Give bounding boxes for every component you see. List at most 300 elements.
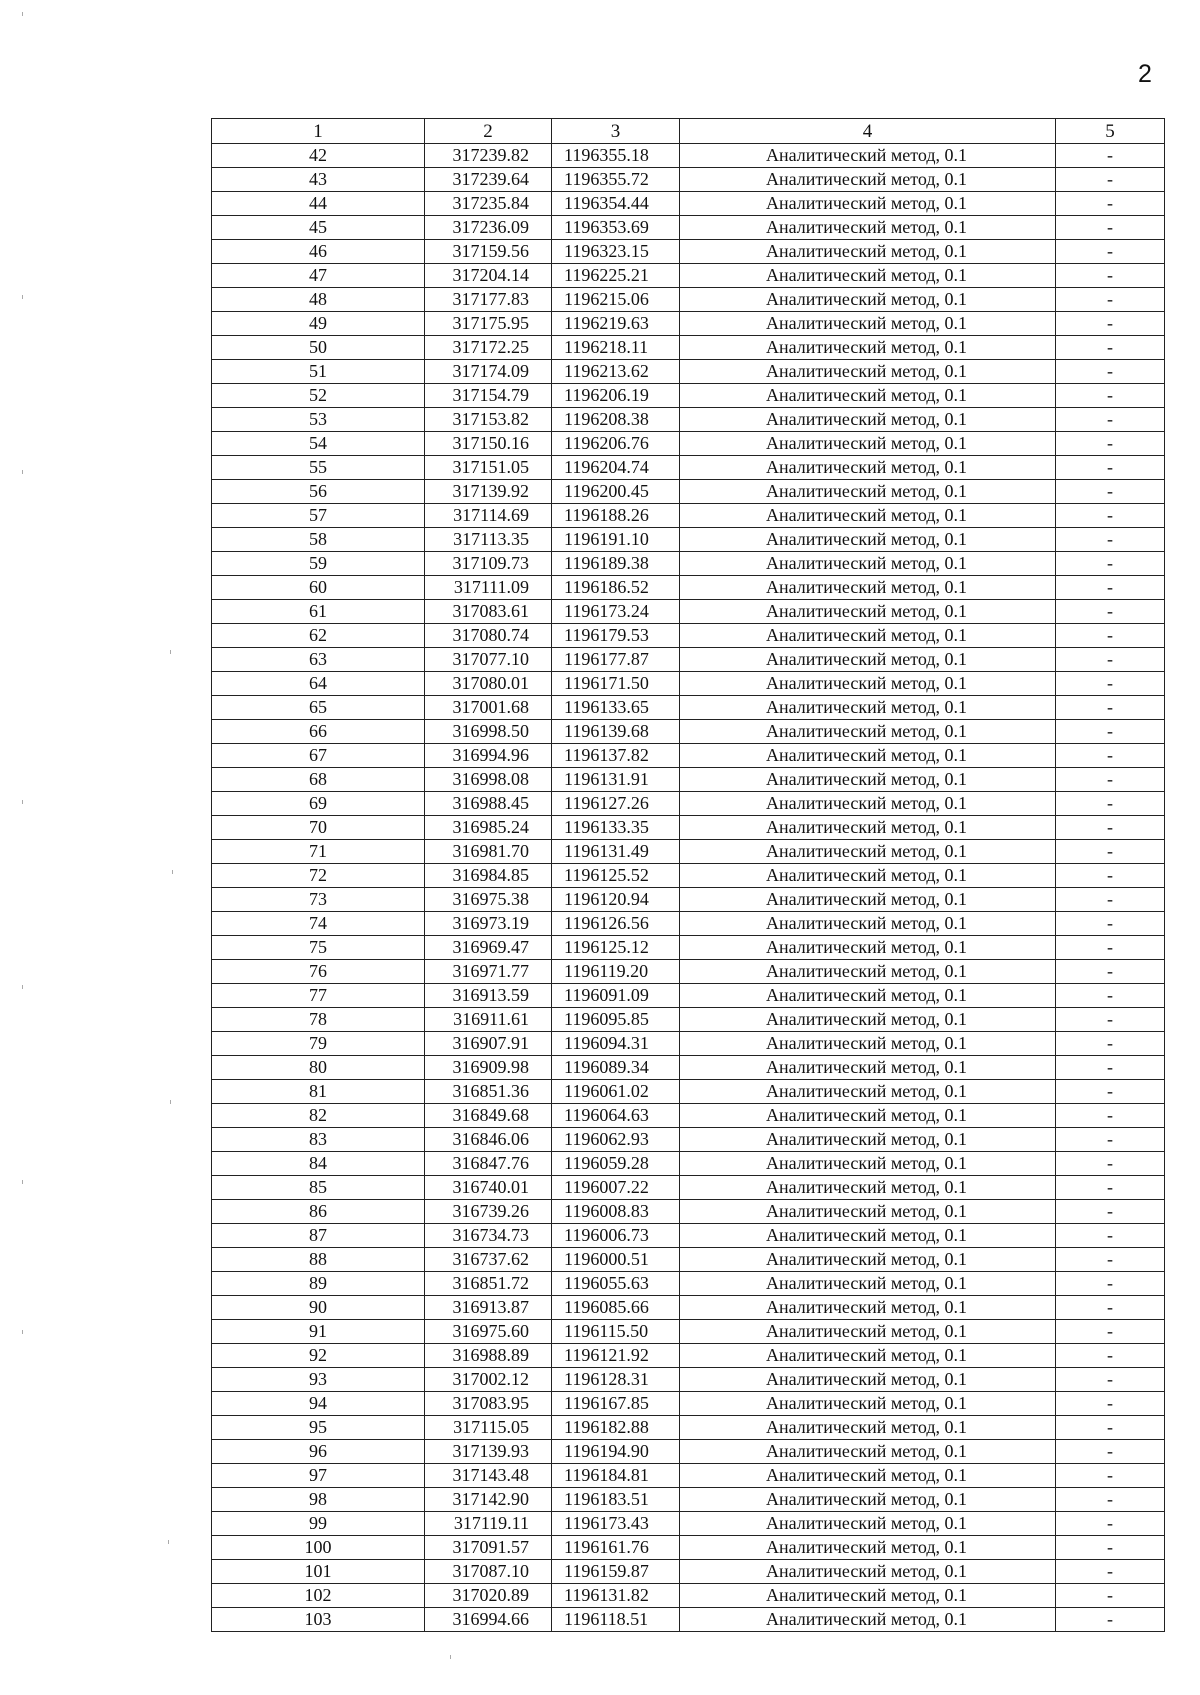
- table-row: [212, 168, 1165, 192]
- x-coordinate-cell: 316998.08: [425, 768, 552, 792]
- table-row: [212, 576, 1165, 600]
- y-coordinate-cell: 1196173.43: [552, 1512, 680, 1536]
- column5-cell: -: [1056, 1368, 1165, 1392]
- column-header: 3: [552, 119, 680, 144]
- method-cell: Аналитический метод, 0.1: [680, 1248, 1056, 1272]
- method-cell: Аналитический метод, 0.1: [680, 216, 1056, 240]
- y-coordinate-cell: 1196008.83: [552, 1200, 680, 1224]
- point-number-cell: 65: [212, 696, 425, 720]
- x-coordinate-cell: 316984.85: [425, 864, 552, 888]
- y-coordinate-cell: 1196159.87: [552, 1560, 680, 1584]
- point-number-cell: 85: [212, 1176, 425, 1200]
- y-coordinate-cell: 1196131.49: [552, 840, 680, 864]
- point-number-cell: 59: [212, 552, 425, 576]
- point-number-cell: 101: [212, 1560, 425, 1584]
- column5-cell: -: [1056, 1416, 1165, 1440]
- y-coordinate-cell: 1196125.52: [552, 864, 680, 888]
- y-coordinate-cell: 1196115.50: [552, 1320, 680, 1344]
- method-cell: Аналитический метод, 0.1: [680, 1104, 1056, 1128]
- column5-cell: -: [1056, 1080, 1165, 1104]
- point-number-cell: 94: [212, 1392, 425, 1416]
- method-cell: Аналитический метод, 0.1: [680, 984, 1056, 1008]
- method-cell: Аналитический метод, 0.1: [680, 240, 1056, 264]
- y-coordinate-cell: 1196188.26: [552, 504, 680, 528]
- column5-cell: -: [1056, 1488, 1165, 1512]
- y-coordinate-cell: 1196125.12: [552, 936, 680, 960]
- table-row: [212, 648, 1165, 672]
- x-coordinate-cell: 316969.47: [425, 936, 552, 960]
- column5-cell: -: [1056, 1200, 1165, 1224]
- coordinates-table: [211, 118, 1165, 1632]
- point-number-cell: 75: [212, 936, 425, 960]
- point-number-cell: 83: [212, 1128, 425, 1152]
- table-row: [212, 264, 1165, 288]
- column-header: 1: [212, 119, 425, 144]
- method-cell: Аналитический метод, 0.1: [680, 840, 1056, 864]
- column5-cell: -: [1056, 408, 1165, 432]
- x-coordinate-cell: 316907.91: [425, 1032, 552, 1056]
- method-cell: Аналитический метод, 0.1: [680, 336, 1056, 360]
- table-row: [212, 384, 1165, 408]
- point-number-cell: 74: [212, 912, 425, 936]
- x-coordinate-cell: 317239.64: [425, 168, 552, 192]
- point-number-cell: 91: [212, 1320, 425, 1344]
- point-number-cell: 69: [212, 792, 425, 816]
- point-number-cell: 72: [212, 864, 425, 888]
- y-coordinate-cell: 1196186.52: [552, 576, 680, 600]
- y-coordinate-cell: 1196133.35: [552, 816, 680, 840]
- table-row: [212, 1176, 1165, 1200]
- method-cell: Аналитический метод, 0.1: [680, 672, 1056, 696]
- point-number-cell: 77: [212, 984, 425, 1008]
- table-row: [212, 696, 1165, 720]
- x-coordinate-cell: 316911.61: [425, 1008, 552, 1032]
- x-coordinate-cell: 317204.14: [425, 264, 552, 288]
- x-coordinate-cell: 316988.89: [425, 1344, 552, 1368]
- method-cell: Аналитический метод, 0.1: [680, 168, 1056, 192]
- x-coordinate-cell: 316851.72: [425, 1272, 552, 1296]
- x-coordinate-cell: 317080.74: [425, 624, 552, 648]
- method-cell: Аналитический метод, 0.1: [680, 1464, 1056, 1488]
- column5-cell: -: [1056, 744, 1165, 768]
- point-number-cell: 66: [212, 720, 425, 744]
- point-number-cell: 68: [212, 768, 425, 792]
- y-coordinate-cell: 1196173.24: [552, 600, 680, 624]
- method-cell: Аналитический метод, 0.1: [680, 792, 1056, 816]
- column5-cell: -: [1056, 1392, 1165, 1416]
- column5-cell: -: [1056, 696, 1165, 720]
- column5-cell: -: [1056, 1056, 1165, 1080]
- y-coordinate-cell: 1196131.91: [552, 768, 680, 792]
- x-coordinate-cell: 317236.09: [425, 216, 552, 240]
- column5-cell: -: [1056, 1152, 1165, 1176]
- x-coordinate-cell: 317239.82: [425, 144, 552, 168]
- table-row: [212, 480, 1165, 504]
- y-coordinate-cell: 1196137.82: [552, 744, 680, 768]
- method-cell: Аналитический метод, 0.1: [680, 384, 1056, 408]
- method-cell: Аналитический метод, 0.1: [680, 312, 1056, 336]
- point-number-cell: 98: [212, 1488, 425, 1512]
- table-row: [212, 1320, 1165, 1344]
- table-row: [212, 1608, 1165, 1632]
- method-cell: Аналитический метод, 0.1: [680, 360, 1056, 384]
- point-number-cell: 102: [212, 1584, 425, 1608]
- table-row: [212, 1056, 1165, 1080]
- point-number-cell: 80: [212, 1056, 425, 1080]
- x-coordinate-cell: 317077.10: [425, 648, 552, 672]
- point-number-cell: 96: [212, 1440, 425, 1464]
- column5-cell: -: [1056, 192, 1165, 216]
- y-coordinate-cell: 1196139.68: [552, 720, 680, 744]
- method-cell: Аналитический метод, 0.1: [680, 864, 1056, 888]
- point-number-cell: 52: [212, 384, 425, 408]
- method-cell: Аналитический метод, 0.1: [680, 1536, 1056, 1560]
- method-cell: Аналитический метод, 0.1: [680, 1560, 1056, 1584]
- point-number-cell: 49: [212, 312, 425, 336]
- method-cell: Аналитический метод, 0.1: [680, 816, 1056, 840]
- y-coordinate-cell: 1196055.63: [552, 1272, 680, 1296]
- point-number-cell: 55: [212, 456, 425, 480]
- table-row: [212, 1344, 1165, 1368]
- column5-cell: -: [1056, 336, 1165, 360]
- y-coordinate-cell: 1196089.34: [552, 1056, 680, 1080]
- y-coordinate-cell: 1196120.94: [552, 888, 680, 912]
- x-coordinate-cell: 316985.24: [425, 816, 552, 840]
- column5-cell: -: [1056, 648, 1165, 672]
- y-coordinate-cell: 1196177.87: [552, 648, 680, 672]
- method-cell: Аналитический метод, 0.1: [680, 600, 1056, 624]
- column5-cell: -: [1056, 1512, 1165, 1536]
- y-coordinate-cell: 1196062.93: [552, 1128, 680, 1152]
- y-coordinate-cell: 1196184.81: [552, 1464, 680, 1488]
- method-cell: Аналитический метод, 0.1: [680, 192, 1056, 216]
- y-coordinate-cell: 1196355.72: [552, 168, 680, 192]
- column5-cell: -: [1056, 672, 1165, 696]
- column5-cell: -: [1056, 768, 1165, 792]
- y-coordinate-cell: 1196167.85: [552, 1392, 680, 1416]
- column5-cell: -: [1056, 1224, 1165, 1248]
- column5-cell: -: [1056, 1032, 1165, 1056]
- point-number-cell: 43: [212, 168, 425, 192]
- y-coordinate-cell: 1196183.51: [552, 1488, 680, 1512]
- point-number-cell: 86: [212, 1200, 425, 1224]
- column5-cell: -: [1056, 240, 1165, 264]
- y-coordinate-cell: 1196061.02: [552, 1080, 680, 1104]
- table-row: [212, 144, 1165, 168]
- column5-cell: -: [1056, 384, 1165, 408]
- column5-cell: -: [1056, 1320, 1165, 1344]
- x-coordinate-cell: 317083.61: [425, 600, 552, 624]
- table-row: [212, 624, 1165, 648]
- table-row: [212, 504, 1165, 528]
- x-coordinate-cell: 317174.09: [425, 360, 552, 384]
- point-number-cell: 54: [212, 432, 425, 456]
- column5-cell: -: [1056, 576, 1165, 600]
- method-cell: Аналитический метод, 0.1: [680, 888, 1056, 912]
- point-number-cell: 78: [212, 1008, 425, 1032]
- y-coordinate-cell: 1196218.11: [552, 336, 680, 360]
- table-row: [212, 1272, 1165, 1296]
- y-coordinate-cell: 1196095.85: [552, 1008, 680, 1032]
- x-coordinate-cell: 316971.77: [425, 960, 552, 984]
- table-row: [212, 720, 1165, 744]
- x-coordinate-cell: 317020.89: [425, 1584, 552, 1608]
- x-coordinate-cell: 316739.26: [425, 1200, 552, 1224]
- x-coordinate-cell: 317111.09: [425, 576, 552, 600]
- point-number-cell: 51: [212, 360, 425, 384]
- x-coordinate-cell: 316913.59: [425, 984, 552, 1008]
- table-row: [212, 1488, 1165, 1512]
- column5-cell: -: [1056, 1464, 1165, 1488]
- column5-cell: -: [1056, 1440, 1165, 1464]
- y-coordinate-cell: 1196126.56: [552, 912, 680, 936]
- column5-cell: -: [1056, 792, 1165, 816]
- method-cell: Аналитический метод, 0.1: [680, 1608, 1056, 1632]
- point-number-cell: 99: [212, 1512, 425, 1536]
- table-row: [212, 888, 1165, 912]
- method-cell: Аналитический метод, 0.1: [680, 648, 1056, 672]
- method-cell: Аналитический метод, 0.1: [680, 1200, 1056, 1224]
- y-coordinate-cell: 1196191.10: [552, 528, 680, 552]
- method-cell: Аналитический метод, 0.1: [680, 1296, 1056, 1320]
- y-coordinate-cell: 1196171.50: [552, 672, 680, 696]
- column5-cell: -: [1056, 456, 1165, 480]
- point-number-cell: 45: [212, 216, 425, 240]
- table-row: [212, 936, 1165, 960]
- x-coordinate-cell: 317142.90: [425, 1488, 552, 1512]
- method-cell: Аналитический метод, 0.1: [680, 1368, 1056, 1392]
- method-cell: Аналитический метод, 0.1: [680, 936, 1056, 960]
- point-number-cell: 47: [212, 264, 425, 288]
- point-number-cell: 90: [212, 1296, 425, 1320]
- point-number-cell: 70: [212, 816, 425, 840]
- method-cell: Аналитический метод, 0.1: [680, 1320, 1056, 1344]
- table-row: [212, 1248, 1165, 1272]
- method-cell: Аналитический метод, 0.1: [680, 528, 1056, 552]
- column5-cell: -: [1056, 480, 1165, 504]
- method-cell: Аналитический метод, 0.1: [680, 456, 1056, 480]
- point-number-cell: 60: [212, 576, 425, 600]
- method-cell: Аналитический метод, 0.1: [680, 1224, 1056, 1248]
- y-coordinate-cell: 1196182.88: [552, 1416, 680, 1440]
- point-number-cell: 97: [212, 1464, 425, 1488]
- method-cell: Аналитический метод, 0.1: [680, 432, 1056, 456]
- column5-cell: -: [1056, 600, 1165, 624]
- x-coordinate-cell: 317151.05: [425, 456, 552, 480]
- table-row: [212, 600, 1165, 624]
- table-row: [212, 768, 1165, 792]
- x-coordinate-cell: 317080.01: [425, 672, 552, 696]
- y-coordinate-cell: 1196323.15: [552, 240, 680, 264]
- point-number-cell: 81: [212, 1080, 425, 1104]
- column5-cell: -: [1056, 552, 1165, 576]
- y-coordinate-cell: 1196064.63: [552, 1104, 680, 1128]
- x-coordinate-cell: 316994.96: [425, 744, 552, 768]
- method-cell: Аналитический метод, 0.1: [680, 912, 1056, 936]
- point-number-cell: 82: [212, 1104, 425, 1128]
- table-row: [212, 1296, 1165, 1320]
- table-row: [212, 1080, 1165, 1104]
- point-number-cell: 56: [212, 480, 425, 504]
- table-row: [212, 1416, 1165, 1440]
- point-number-cell: 71: [212, 840, 425, 864]
- table-row: [212, 840, 1165, 864]
- method-cell: Аналитический метод, 0.1: [680, 1512, 1056, 1536]
- y-coordinate-cell: 1196085.66: [552, 1296, 680, 1320]
- method-cell: Аналитический метод, 0.1: [680, 1152, 1056, 1176]
- column5-cell: -: [1056, 504, 1165, 528]
- y-coordinate-cell: 1196006.73: [552, 1224, 680, 1248]
- column5-cell: -: [1056, 1104, 1165, 1128]
- method-cell: Аналитический метод, 0.1: [680, 480, 1056, 504]
- column5-cell: -: [1056, 840, 1165, 864]
- point-number-cell: 63: [212, 648, 425, 672]
- point-number-cell: 58: [212, 528, 425, 552]
- column5-cell: -: [1056, 1296, 1165, 1320]
- y-coordinate-cell: 1196206.76: [552, 432, 680, 456]
- table-row: [212, 864, 1165, 888]
- table-row: [212, 1200, 1165, 1224]
- y-coordinate-cell: 1196094.31: [552, 1032, 680, 1056]
- table-row: [212, 912, 1165, 936]
- x-coordinate-cell: 317091.57: [425, 1536, 552, 1560]
- table-row: [212, 288, 1165, 312]
- y-coordinate-cell: 1196161.76: [552, 1536, 680, 1560]
- point-number-cell: 95: [212, 1416, 425, 1440]
- column5-cell: -: [1056, 144, 1165, 168]
- table-row: [212, 960, 1165, 984]
- y-coordinate-cell: 1196219.63: [552, 312, 680, 336]
- method-cell: Аналитический метод, 0.1: [680, 1056, 1056, 1080]
- table-row: [212, 1368, 1165, 1392]
- x-coordinate-cell: 316909.98: [425, 1056, 552, 1080]
- x-coordinate-cell: 317115.05: [425, 1416, 552, 1440]
- column5-cell: -: [1056, 1536, 1165, 1560]
- table-row: [212, 1584, 1165, 1608]
- method-cell: Аналитический метод, 0.1: [680, 504, 1056, 528]
- column5-cell: -: [1056, 432, 1165, 456]
- column-header: 4: [680, 119, 1056, 144]
- point-number-cell: 67: [212, 744, 425, 768]
- x-coordinate-cell: 317109.73: [425, 552, 552, 576]
- table-row: [212, 672, 1165, 696]
- y-coordinate-cell: 1196353.69: [552, 216, 680, 240]
- x-coordinate-cell: 317172.25: [425, 336, 552, 360]
- point-number-cell: 62: [212, 624, 425, 648]
- column5-cell: -: [1056, 624, 1165, 648]
- x-coordinate-cell: 316973.19: [425, 912, 552, 936]
- table-row: [212, 408, 1165, 432]
- page-number: 2: [1138, 60, 1152, 88]
- x-coordinate-cell: 317087.10: [425, 1560, 552, 1584]
- x-coordinate-cell: 317114.69: [425, 504, 552, 528]
- y-coordinate-cell: 1196133.65: [552, 696, 680, 720]
- x-coordinate-cell: 316740.01: [425, 1176, 552, 1200]
- x-coordinate-cell: 316851.36: [425, 1080, 552, 1104]
- point-number-cell: 46: [212, 240, 425, 264]
- method-cell: Аналитический метод, 0.1: [680, 1128, 1056, 1152]
- point-number-cell: 100: [212, 1536, 425, 1560]
- method-cell: Аналитический метод, 0.1: [680, 744, 1056, 768]
- x-coordinate-cell: 317143.48: [425, 1464, 552, 1488]
- x-coordinate-cell: 316981.70: [425, 840, 552, 864]
- y-coordinate-cell: 1196059.28: [552, 1152, 680, 1176]
- column-header: 2: [425, 119, 552, 144]
- table-row: [212, 1536, 1165, 1560]
- point-number-cell: 88: [212, 1248, 425, 1272]
- x-coordinate-cell: 317139.92: [425, 480, 552, 504]
- column5-cell: -: [1056, 1248, 1165, 1272]
- table-row: [212, 1104, 1165, 1128]
- point-number-cell: 87: [212, 1224, 425, 1248]
- method-cell: Аналитический метод, 0.1: [680, 552, 1056, 576]
- column5-cell: -: [1056, 1272, 1165, 1296]
- y-coordinate-cell: 1196119.20: [552, 960, 680, 984]
- method-cell: Аналитический метод, 0.1: [680, 144, 1056, 168]
- x-coordinate-cell: 317154.79: [425, 384, 552, 408]
- x-coordinate-cell: 317083.95: [425, 1392, 552, 1416]
- column5-cell: -: [1056, 960, 1165, 984]
- column5-cell: -: [1056, 984, 1165, 1008]
- point-number-cell: 50: [212, 336, 425, 360]
- column5-cell: -: [1056, 288, 1165, 312]
- x-coordinate-cell: 317153.82: [425, 408, 552, 432]
- x-coordinate-cell: 317139.93: [425, 1440, 552, 1464]
- x-coordinate-cell: 316998.50: [425, 720, 552, 744]
- header-row: [212, 119, 1165, 144]
- method-cell: Аналитический метод, 0.1: [680, 264, 1056, 288]
- column5-cell: -: [1056, 888, 1165, 912]
- x-coordinate-cell: 317159.56: [425, 240, 552, 264]
- column5-cell: -: [1056, 1128, 1165, 1152]
- x-coordinate-cell: 317150.16: [425, 432, 552, 456]
- method-cell: Аналитический метод, 0.1: [680, 768, 1056, 792]
- table-row: [212, 360, 1165, 384]
- column5-cell: -: [1056, 936, 1165, 960]
- point-number-cell: 76: [212, 960, 425, 984]
- point-number-cell: 84: [212, 1152, 425, 1176]
- point-number-cell: 73: [212, 888, 425, 912]
- method-cell: Аналитический метод, 0.1: [680, 1584, 1056, 1608]
- table-row: [212, 1224, 1165, 1248]
- column-header: 5: [1056, 119, 1165, 144]
- x-coordinate-cell: 316847.76: [425, 1152, 552, 1176]
- y-coordinate-cell: 1196121.92: [552, 1344, 680, 1368]
- table-row: [212, 1032, 1165, 1056]
- x-coordinate-cell: 316846.06: [425, 1128, 552, 1152]
- column5-cell: -: [1056, 1608, 1165, 1632]
- column5-cell: -: [1056, 1584, 1165, 1608]
- method-cell: Аналитический метод, 0.1: [680, 408, 1056, 432]
- table-row: [212, 552, 1165, 576]
- method-cell: Аналитический метод, 0.1: [680, 960, 1056, 984]
- point-number-cell: 61: [212, 600, 425, 624]
- table-row: [212, 1008, 1165, 1032]
- table-row: [212, 1440, 1165, 1464]
- method-cell: Аналитический метод, 0.1: [680, 624, 1056, 648]
- column5-cell: -: [1056, 912, 1165, 936]
- method-cell: Аналитический метод, 0.1: [680, 1392, 1056, 1416]
- method-cell: Аналитический метод, 0.1: [680, 1488, 1056, 1512]
- y-coordinate-cell: 1196213.62: [552, 360, 680, 384]
- table-row: [212, 216, 1165, 240]
- x-coordinate-cell: 316994.66: [425, 1608, 552, 1632]
- x-coordinate-cell: 317119.11: [425, 1512, 552, 1536]
- y-coordinate-cell: 1196189.38: [552, 552, 680, 576]
- table-row: [212, 744, 1165, 768]
- method-cell: Аналитический метод, 0.1: [680, 1416, 1056, 1440]
- point-number-cell: 92: [212, 1344, 425, 1368]
